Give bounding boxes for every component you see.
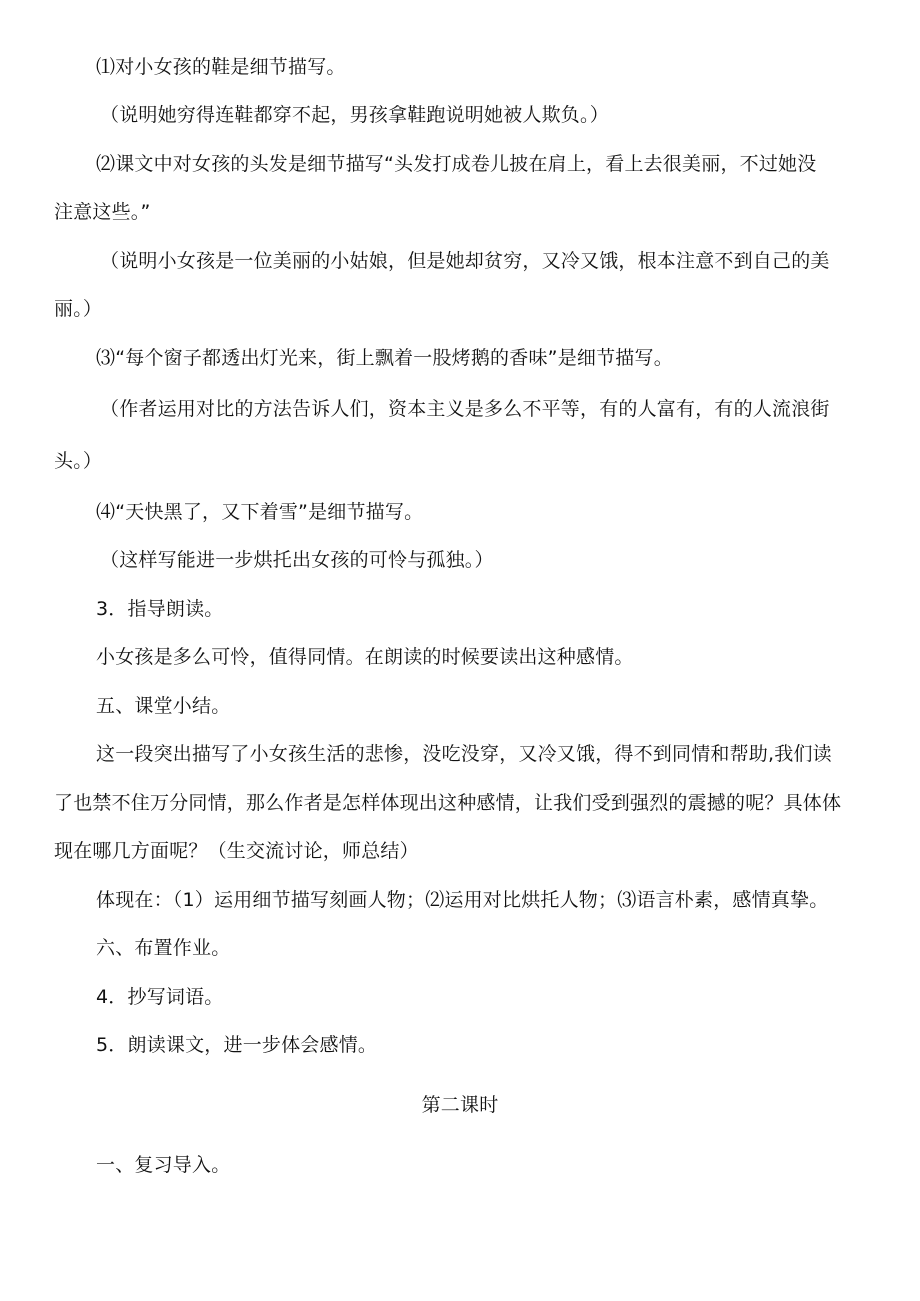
text-line-9: 头。）	[54, 450, 103, 472]
text-line-6: 丽。）	[54, 298, 103, 320]
text-line-17: 现在哪几方面呢？（生交流讨论，师总结）	[54, 840, 419, 862]
text-line-2: （说明她穷得连鞋都穿不起，男孩拿鞋跑说明她被人欺负。）	[100, 104, 609, 126]
text-line-7: ⑶“每个窗子都透出灯光来，街上飘着一股烤鹅的香味”是细节描写。	[96, 347, 673, 369]
text-line-20: 4．抄写词语。	[96, 986, 224, 1008]
text-line-10: ⑷“天快黑了，又下着雪”是细节描写。	[96, 501, 424, 523]
lesson-title: 第二课时	[421, 1094, 499, 1116]
text-line-13: 小女孩是多么可怜，值得同情。在朗读的时候要读出这种感情。	[96, 646, 634, 668]
text-line-15: 这一段突出描写了小女孩生活的悲惨，没吃没穿，又冷又饿，得不到同情和帮助,我们读	[96, 743, 832, 765]
text-line-3: ⑵课文中对女孩的头发是细节描写“头发打成卷儿披在肩上，看上去很美丽，不过她没	[96, 153, 817, 175]
section-heading-5: 五、课堂小结。	[96, 695, 231, 717]
text-line-8: （作者运用对比的方法告诉人们，资本主义是多么不平等，有的人富有，有的人流浪街	[100, 398, 830, 420]
text-line-12: 3．指导朗读。	[96, 598, 224, 620]
text-line-16: 了也禁不住万分同情，那么作者是怎样体现出这种感情，让我们受到强烈的震撼的呢？具体体	[54, 792, 842, 814]
section-heading-1: 一、复习导入。	[96, 1154, 231, 1176]
text-line-18: 体现在：（1）运用细节描写刻画人物；⑵运用对比烘托人物；⑶语言朴素，感情真挚。	[96, 889, 829, 911]
text-line-11: （这样写能进一步烘托出女孩的可怜与孤独。）	[100, 549, 494, 571]
text-line-5: （说明小女孩是一位美丽的小姑娘，但是她却贫穷，又冷又饿，根本注意不到自己的美	[100, 250, 830, 272]
section-heading-6: 六、布置作业。	[96, 937, 231, 959]
text-line-1: ⑴对小女孩的鞋是细节描写。	[96, 56, 346, 78]
text-line-21: 5．朗读课文，进一步体会感情。	[96, 1034, 378, 1056]
text-line-4: 注意这些。”	[54, 201, 151, 223]
